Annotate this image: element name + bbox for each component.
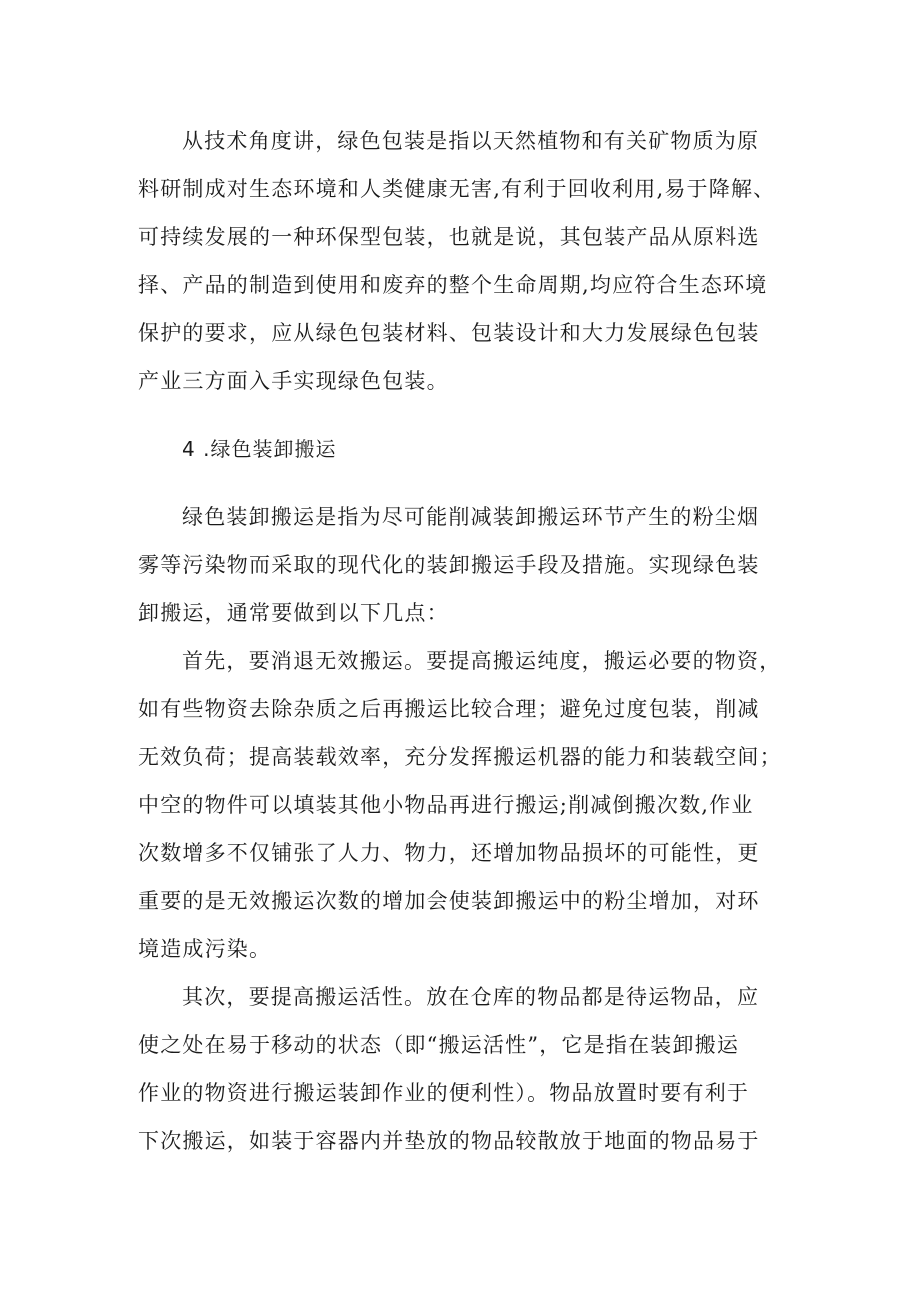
document-body: [138, 117, 798, 1165]
paragraph-line: 可持续发展的一种环保型包装，也就是说，其包装产品从原料选: [138, 225, 760, 249]
paragraph-first-point: [138, 637, 798, 973]
paragraph-line: 无效负荷；提高装载效率，充分发挥搬运机器的能力和装载空间；: [138, 745, 782, 769]
paragraph-second-point: [138, 973, 798, 1165]
paragraph-line: 雾等污染物而采取的现代化的装卸搬运手段及措施。实现绿色装: [138, 553, 760, 577]
paragraph-line: 保护的要求，应从绿色包装材料、包装设计和大力发展绿色包装: [138, 321, 760, 345]
paragraph-line: 从技术角度讲，绿色包装是指以天然植物和有关矿物质为原: [182, 129, 760, 153]
paragraph-green-packaging: [138, 117, 798, 405]
section-heading-green-handling: [138, 425, 798, 473]
paragraph-line: 中空的物件可以填装其他小物品再进行搬运;削减倒搬次数,作业: [138, 793, 754, 817]
paragraph-line: 绿色装卸搬运是指为尽可能削减装卸搬运环节产生的粉尘烟: [182, 505, 760, 529]
paragraph-handling-definition: [138, 493, 798, 637]
paragraph-line: 如有些物资去除杂质之后再搬运比较合理；避免过度包装，削减: [138, 697, 760, 721]
paragraph-line: 下次搬运，如装于容器内并垫放的物品较散放于地面的物品易于: [138, 1129, 760, 1153]
paragraph-line: 其次，要提高搬运活性。放在仓库的物品都是待运物品，应: [182, 985, 760, 1009]
section-heading: 4 .绿色装卸搬运: [182, 437, 337, 461]
paragraph-line: 首先，要消退无效搬运。要提高搬运纯度，搬运必要的物资，: [182, 649, 782, 673]
paragraph-line: 料研制成对生态环境和人类健康无害,有利于回收利用,易于降解、: [138, 177, 776, 201]
paragraph-line: 择、产品的制造到使用和废弃的整个生命周期,均应符合生态环境: [138, 273, 768, 297]
paragraph-line: 产业三方面入手实现绿色包装。: [138, 369, 449, 393]
paragraph-line: 次数增多不仅铺张了人力、物力，还增加物品损坏的可能性，更: [138, 841, 760, 865]
paragraph-line: 作业的物资进行搬运装卸作业的便利性）。物品放置时要有利于: [138, 1081, 750, 1105]
paragraph-line: 境造成污染。: [138, 937, 272, 961]
paragraph-line: 使之处在易于移动的状态（即“搬运活性”，它是指在装卸搬运: [138, 1033, 740, 1057]
paragraph-line: 卸搬运，通常要做到以下几点：: [138, 601, 449, 625]
paragraph-line: 重要的是无效搬运次数的增加会使装卸搬运中的粉尘增加，对环: [138, 889, 760, 913]
